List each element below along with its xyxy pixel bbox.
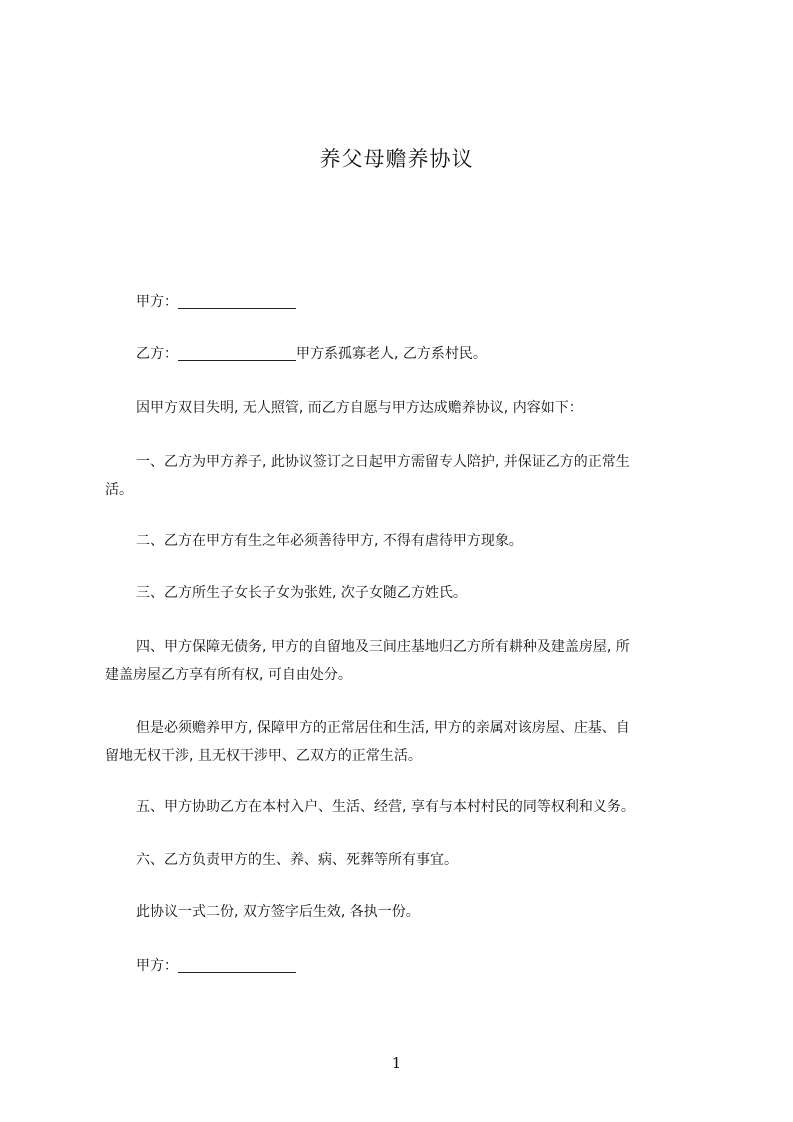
clause-6: 六、乙方负责甲方的生、养、病、死葬等所有事宜。 (136, 852, 458, 868)
signature-line (105, 951, 736, 982)
party-a-label: 甲方： (136, 294, 178, 310)
clause-2: 二、乙方在甲方有生之年必须善待甲方, 不得有虐待甲方现象。 (136, 533, 523, 549)
clause-3: 三、乙方所生子女长子女为张姓, 次子女随乙方姓氏。 (136, 585, 467, 601)
clause-5: 五、甲方协助乙方在本村入户、生活、经营, 享有与本村村民的同等权利和义务。 (136, 799, 635, 815)
clause-4b-line-2: 留地无权干涉, 且无权干涉甲、乙双方的正常生活。 (105, 748, 422, 764)
party-b-blank (178, 346, 296, 361)
party-a-line (105, 287, 736, 318)
clause-1-line-1: 一、乙方为甲方养子, 此协议签订之日起甲方需留专人陪护, 并保证乙方的正常生 (136, 454, 630, 470)
signature-blank (178, 958, 296, 973)
party-b-label: 乙方： (136, 346, 178, 362)
document-title: 养父母赡养协议 (319, 147, 474, 171)
signature-label: 甲方： (136, 958, 178, 974)
clause-4-line-2: 建盖房屋乙方享有所有权, 可自由处分。 (105, 667, 352, 683)
clause-1-line-2: 活。 (105, 482, 133, 498)
clause-4b-line-1: 但是必须赡养甲方, 保障甲方的正常居住和生活, 甲方的亲属对该房屋、庄基、自 (136, 720, 630, 736)
closing-paragraph: 此协议一式二份, 双方签字后生效, 各执一份。 (136, 904, 420, 920)
page-number: 1 (391, 1054, 402, 1072)
clause-4-line-1: 四、甲方保障无债务, 甲方的自留地及三间庄基地归乙方所有耕种及建盖房屋, 所 (136, 639, 630, 655)
party-a-blank (178, 294, 296, 309)
party-b-line (105, 339, 736, 370)
party-b-note: 甲方系孤寡老人, 乙方系村民。 (296, 346, 487, 362)
intro-paragraph: 因甲方双目失明, 无人照管, 而乙方自愿与甲方达成赡养协议, 内容如下： (136, 400, 583, 416)
